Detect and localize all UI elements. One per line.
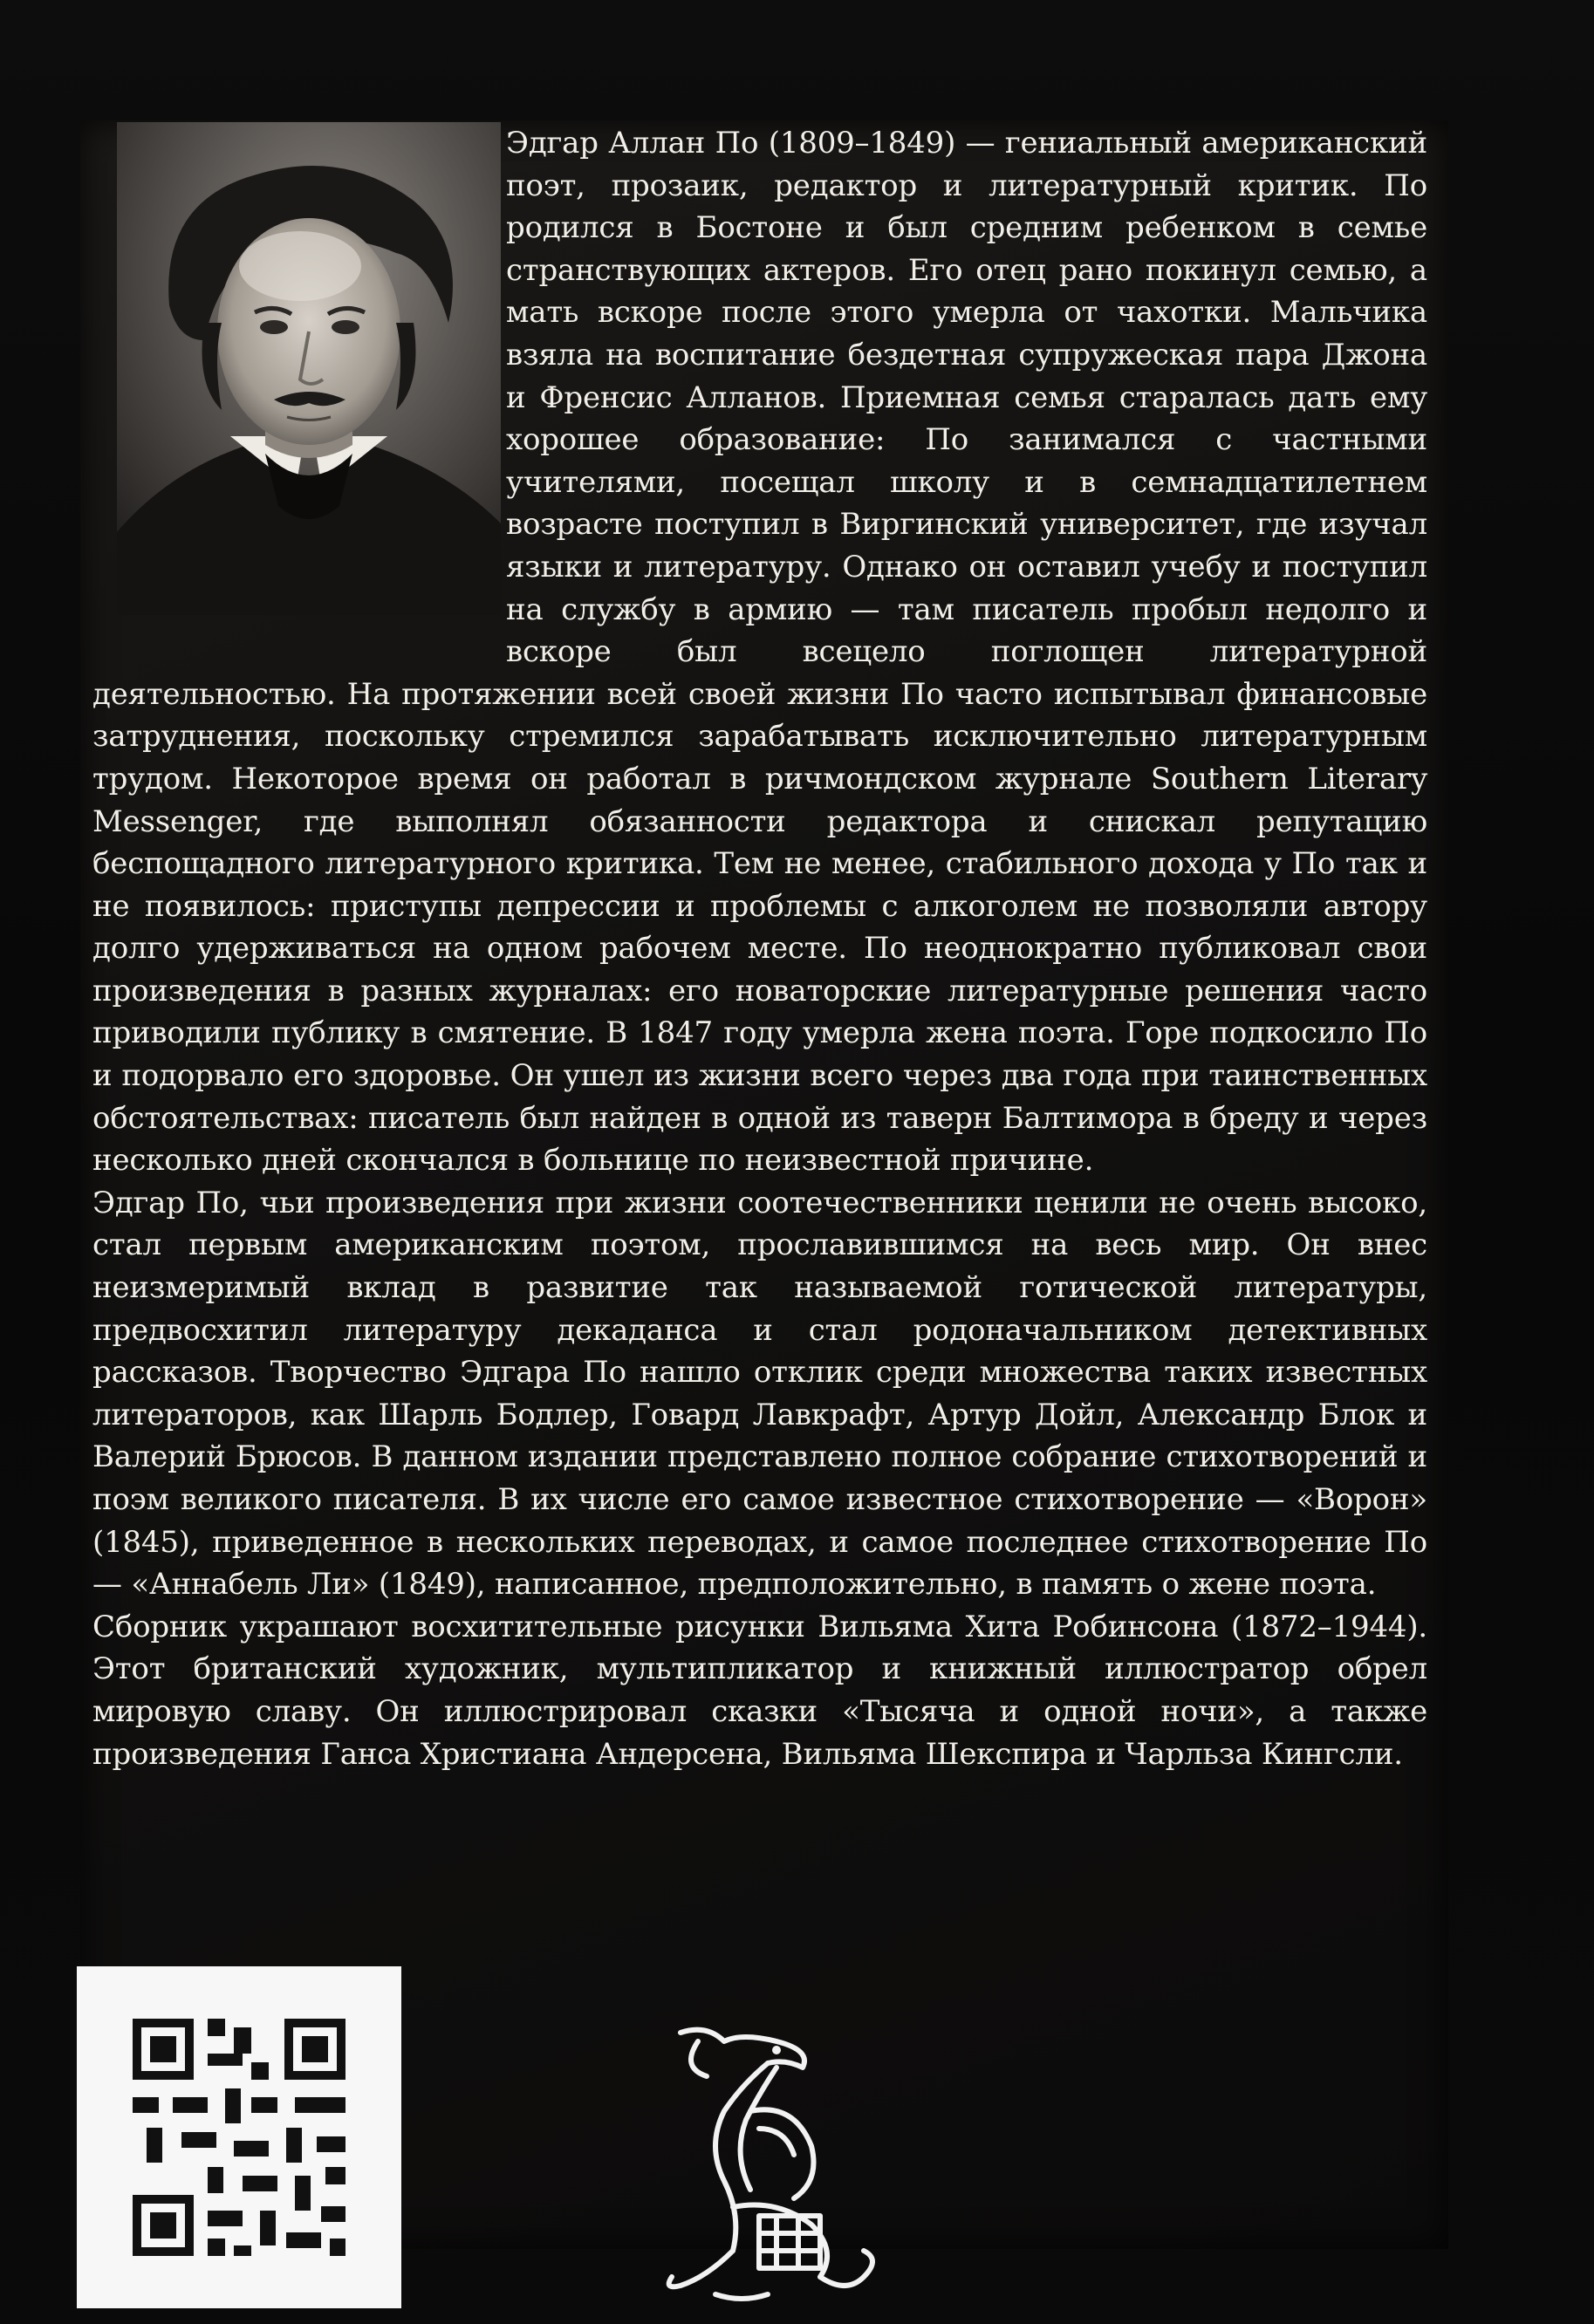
qr-code[interactable] [77,1966,401,2308]
illustrator-paragraph: Сборник украшают восхитительные рисунки Вильяма Хита Робинсона (1872–1944). Этот британский художник, мультипликатор и книжный иллюстратор обрел мировую славу. Он иллюстрировал сказки «Тысяча и одной ночи», а также произведения Ганса Христиана Андерсена, Вильяма Шекспира и Чарльза Кингсли. [92,1609,1427,1772]
description-text [92,122,1427,1775]
legacy-paragraph: Эдгар По, чьи произведения при жизни соотечественники ценили не очень высоко, стал первым американским поэтом, прославившимся на весь мир. Он внес неизмеримый вклад в развитие так называемой готической литературы, предвосхитил литературу декаданса и стал родоначальником детективных рассказов. Творчество Эдгара По нашло отклик среди множества таких известных литераторов, как Шарль Бодлер, Говард Лавкрафт, Артур Дойл, Александр Блок и Валерий Брюсов. В данном издании представлено полное собрание стихотворений и поэм великого писателя. В их числе его самое известное стихотворение — «Ворон» (1845), приведенное в нескольких переводах, и самое последнее стихотворение По — «Аннабель Ли» (1849), написанное, предположительно, в память о жене поэта. [92,1185,1427,1603]
publisher-logo [646,2015,890,2312]
portrait-spacer [92,122,506,646]
dragon-publisher-logo-icon [646,2015,890,2312]
qr-code-icon [77,1966,401,2308]
biography-paragraph: Эдгар Аллан По (1809–1849) — гениальный американский поэт, прозаик, редактор и литературный критик. По родился в Бостоне и был средним ребенком в семье странствующих актеров. Его отец рано покинул семью, а мать вскоре после этого умерла от чахотки. Мальчика взяла на воспитание бездетная супружеская пара Джона и Френсис Алланов. Приемная семья старалась дать ему хорошее образование: По занимался с частными учителями, посещал школу и в семнадцатилетнем возрасте поступил в Виргинский университет, где изучал языки и литературу. Однако он оставил учебу и поступил на службу в армию — там писатель пробыл недолго и вскоре был всецело поглощен литературной деятельностью. На протяжении всей своей жизни По часто испытывал финансовые затруднения, поскольку стремился зарабатывать исключительно литературным трудом. Некоторое время он работал в ричмондском журнале Southern Literary Messenger, где выполнял обязанности редактора и снискал репутацию беспощадного литературного критика. Тем не менее, стабильного дохода у По так и не появилось: приступы депрессии и проблемы с алкоголем не позволяли автору долго удерживаться на одном рабочем месте. По неоднократно публиковал свои произведения в разных журналах: его новаторские литературные решения часто приводили публику в смятение. В 1847 году умерла жена поэта. Горе подкосило По и подорвало его здоровье. Он ушел из жизни всего через два года при таинственных обстоятельствах: писатель был найден в одной из таверн Балтимора в бреду и через несколько дней скончался в больнице по неизвестной причине. [92,126,1427,1179]
